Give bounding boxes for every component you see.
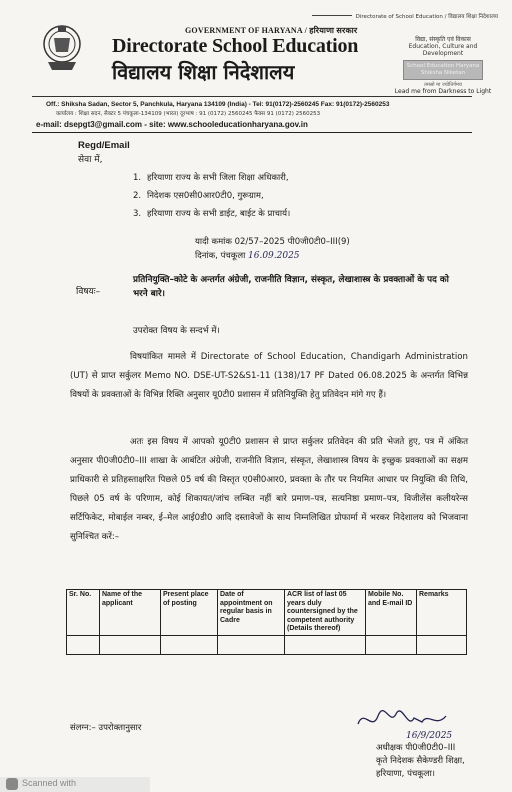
table-cell (417, 635, 467, 654)
letter-date (195, 250, 300, 261)
haryana-emblem-icon (40, 22, 84, 74)
school-education-logo (393, 36, 493, 96)
top-note: Directorate of School Education / विद्यालय शिक्षा निदेशालय (355, 14, 498, 20)
directorate-title-hi: विद्यालय शिक्षा निदेशालय (112, 60, 295, 84)
header-remarks: Remarks (417, 590, 467, 636)
paragraph-circular: विषयांकित मामले में Directorate of School Education, Chandigarh Administration (UT) से प्राप्त सर्कुलर Memo NO. DSE-UT-S2&S1-11 (138)/17 PF Dated 06.08.2025 के अन्तर्गत विभिन्न विषयों के प्रवक्ताओं के विभिन्न रिक्ति अनुसार यू0टी0 प्रशासन में प्रतिनियुक्ति हेतु प्रतिवेदन मांगे गए हैं। (70, 352, 468, 400)
recipient-text: हरियाणा राज्य के सभी डाईट, बाईट के प्राचार्य। (147, 209, 291, 219)
paragraph-reference: उपरोक्त विषय के सन्दर्भ में। (133, 326, 220, 336)
address-hi: कार्यालय : शिक्षा सदन, सैक्टर 5 पंचकूला-134109 (भारत) दूरभाष : 91 (0172) 2560245 फैक्स 91 (0172) 2560253 (56, 111, 321, 117)
header-posting: Present place of posting (161, 590, 218, 636)
government-line: GOVERNMENT OF HARYANA / हरियाणा सरकार (185, 26, 358, 35)
table-cell (285, 635, 366, 654)
logo-tagline-hi: तमसो मा ज्योतिर्गमय (424, 82, 462, 88)
recipient-number: 3. (133, 209, 142, 219)
logo-box (403, 60, 483, 80)
signatory-line-3: हरियाणा, पंचकूला। (376, 769, 436, 779)
date-handwritten: 16.09.2025 (248, 251, 300, 261)
logo-box-line-2: Shiksha Niketan (420, 70, 466, 76)
table-row (67, 635, 467, 654)
header-acr-list: ACR list of last 05 years duly countersigned by the competent authority (Details thereof) (285, 590, 366, 636)
logo-org-en: Education, Culture and Development (408, 43, 478, 57)
header-appointment-date: Date of appointment on regular basis in Cadre (218, 590, 285, 636)
proforma-table (66, 589, 467, 655)
subject-label: विषयः– (76, 287, 101, 297)
logo-org-hi: विद्या, संस्कृति एवं विकास (415, 36, 471, 43)
salutation: सेवा में, (78, 155, 103, 165)
scanned-with-text: Scanned with (22, 777, 77, 788)
signature-date: 16/9/2025 (406, 731, 453, 741)
regd-email-label: Regd/Email (78, 140, 130, 151)
camscanner-icon (6, 778, 18, 790)
signatory-block (376, 742, 486, 781)
recipient-text: हरियाणा राज्य के सभी जिला शिक्षा अधिकारी, (147, 173, 289, 183)
signature-icon (350, 702, 460, 742)
recipient-text: निदेशक एस0सी0आर0टी0, गुरूग्राम, (147, 191, 264, 201)
enclosure-line: संलग्न:– उपरोक्तानुसार (70, 723, 142, 733)
paragraph-instructions: अतः इस विषय में आपको यू0टी0 प्रशासन से प्राप्त सर्कुलर प्रतिवेदन की प्रति भेजते हुए, पत्र में अंकित अनुसार पी0जी0टी0–III शाखा के आबंटित अंग्रेजी, राजनीति विज्ञान, संस्कृत, लेखाशास्त्र विषय के इच्छुक प्रवक्ताओं का सक्षम प्राधिकारी से प्रतिहस्ताक्षरित पिछले 05 वर्ष की विस्तृत ए0सी0आर0, प्रवक्ता के तौर पर नियमित आधार पर नियुक्ति की तिथि, पिछले 05 वर्ष के परिणाम, कोई शिकायत/जांच लम्बित नहीं बारे प्रमाण–पत्र, सत्यनिष्ठा प्रमाण–पत्र, विजीलेंस कलीयरेन्स सर्टिफिकेट, मोबाईल नम्बर, ई–मेल आई0डी0 आदि दस्तावेजों के साथ निम्नलिखित प्रोफार्मा में भरकर निदेशालय को भिजवाना सुनिश्चित करें:– (70, 437, 468, 542)
table-cell (67, 635, 100, 654)
table-cell (366, 635, 417, 654)
table-cell (161, 635, 218, 654)
contact-divider (32, 132, 472, 133)
signatory-line-2: कृते निदेशक सैकेण्डरी शिक्षा, (376, 756, 465, 766)
table-cell (100, 635, 161, 654)
recipient-2 (133, 190, 264, 201)
contact-line: e-mail: dsepgt3@gmail.com - site: www.schooleducationharyana.gov.in (36, 120, 308, 129)
memo-number: यादी कमांक 02/57–2025 पी0जी0टी0–III(9) (195, 237, 350, 247)
subject-text: प्रतिनियुक्ति–कोटे के अन्तर्गत अंग्रेजी, राजनीति विज्ञान, संस्कृत, लेखाशास्त्र के प्रवक्ताओं के पद को भरने बारे। (133, 275, 449, 299)
proforma-header-row (67, 590, 467, 636)
logo-tagline-en: Lead me from Darkness to Light (394, 88, 492, 95)
table-cell (218, 635, 285, 654)
signatory-line-1: अधीक्षक पी0जी0टी0–III (376, 743, 456, 753)
directorate-title-en: Directorate School Education (112, 35, 359, 57)
recipient-1 (133, 172, 289, 183)
logo-box-line-1: School Education Haryana (406, 63, 480, 69)
recipient-number: 2. (133, 191, 142, 201)
recipient-number: 1. (133, 173, 142, 183)
address-en: Off.: Shiksha Sadan, Sector 5, Panchkula, Haryana 134109 (India) - Tel: 91(0172)-2560245 Fax: 91(0172)-2560253 (46, 101, 390, 108)
scanner-watermark (0, 777, 150, 792)
header-divider (32, 96, 472, 97)
date-label: दिनांक, पंचकूला (195, 251, 246, 261)
header-sr-no: Sr. No. (67, 590, 100, 636)
header-name: Name of the applicant (100, 590, 161, 636)
header-mobile-email: Mobile No. and E-mail ID (366, 590, 417, 636)
recipient-3 (133, 208, 290, 219)
